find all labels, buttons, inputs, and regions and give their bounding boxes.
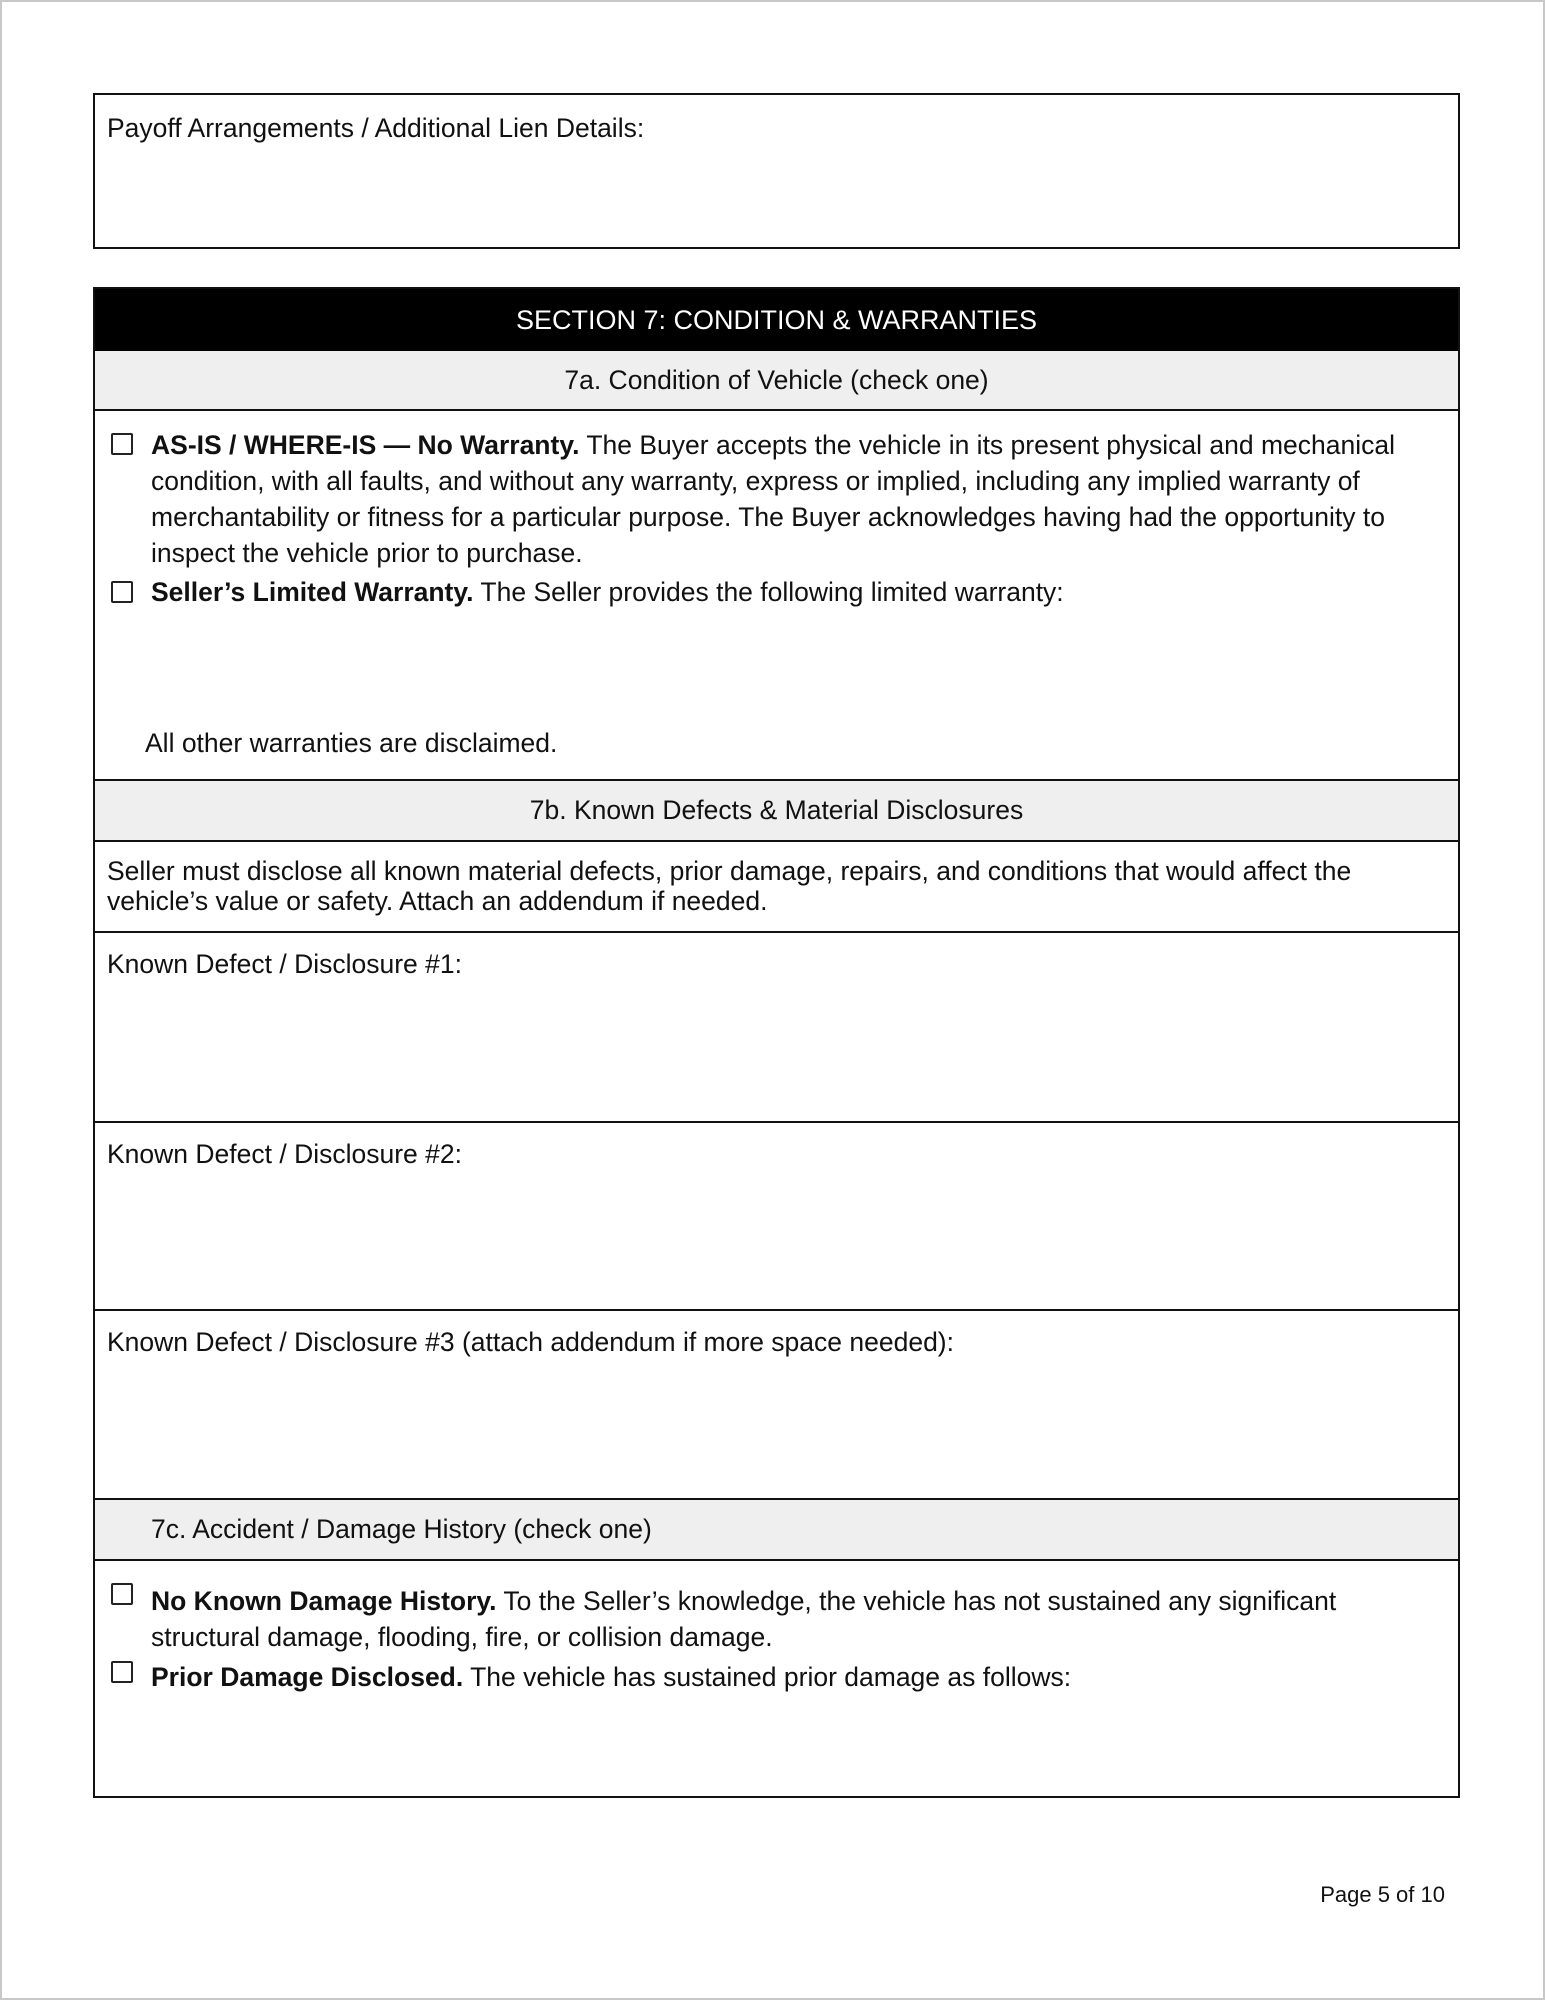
defect-2-label: Known Defect / Disclosure #2: <box>107 1139 462 1169</box>
page-number: Page 5 of 10 <box>1320 1882 1445 1907</box>
disclosure-instructions: Seller must disclose all known material defects, prior damage, repairs, and conditions that would affect the vehicle’s value or safety. Attach an addendum if needed. <box>107 856 1352 916</box>
section-7-table <box>93 287 1460 1798</box>
no-damage-option-title: No Known Damage History. <box>151 1586 497 1616</box>
prior-damage-option-title: Prior Damage Disclosed. <box>151 1662 464 1692</box>
as-is-option-title: AS-IS / WHERE-IS — No Warranty. <box>151 430 580 460</box>
defect-2-field[interactable] <box>95 1121 1458 1309</box>
section-7c-header: 7c. Accident / Damage History (check one) <box>95 1498 1458 1559</box>
limited-warranty-option-description: The Seller provides the following limited warranty: <box>473 577 1064 607</box>
defect-3-label: Known Defect / Disclosure #3 (attach addendum if more space needed): <box>107 1327 954 1357</box>
no-damage-option-description: To the Seller’s knowledge, the vehicle has not sustained any significant structural damage, flooding, fire, or collision damage. <box>151 1586 1337 1652</box>
limited-warranty-checkbox[interactable] <box>111 581 133 603</box>
section-7b-intro <box>95 840 1458 931</box>
defect-1-field[interactable] <box>95 931 1458 1121</box>
as-is-option-text <box>151 427 1441 571</box>
prior-damage-checkbox[interactable] <box>111 1661 133 1683</box>
section-7c-body <box>95 1559 1458 1795</box>
section-7a-body <box>95 409 1458 779</box>
prior-damage-option-text <box>151 1659 1441 1695</box>
warranty-disclaimer: All other warranties are disclaimed. <box>145 728 558 758</box>
as-is-option-description: The Buyer accepts the vehicle in its present physical and mechanical condition, with all faults, and without any warranty, express or implied, including any implied warranty of merchantability or fitness for a particular purpose. The Buyer acknowledges having had the opportunity to inspect the vehicle prior to purchase. <box>151 430 1396 568</box>
payoff-arrangements-label: Payoff Arrangements / Additional Lien Details: <box>107 113 645 143</box>
limited-warranty-option-title: Seller’s Limited Warranty. <box>151 577 474 607</box>
no-damage-option-text <box>151 1583 1441 1655</box>
payoff-arrangements-field[interactable] <box>93 93 1460 249</box>
defect-1-label: Known Defect / Disclosure #1: <box>107 949 462 979</box>
limited-warranty-option-text <box>151 574 1441 610</box>
section-7a-header: 7a. Condition of Vehicle (check one) <box>95 351 1458 409</box>
no-damage-checkbox[interactable] <box>111 1583 133 1605</box>
as-is-checkbox[interactable] <box>111 433 133 455</box>
defect-3-field[interactable] <box>95 1309 1458 1498</box>
prior-damage-option-description: The vehicle has sustained prior damage as follows: <box>463 1662 1072 1692</box>
section-7b-header: 7b. Known Defects & Material Disclosures <box>95 779 1458 840</box>
section-7-title: SECTION 7: CONDITION & WARRANTIES <box>95 289 1458 351</box>
